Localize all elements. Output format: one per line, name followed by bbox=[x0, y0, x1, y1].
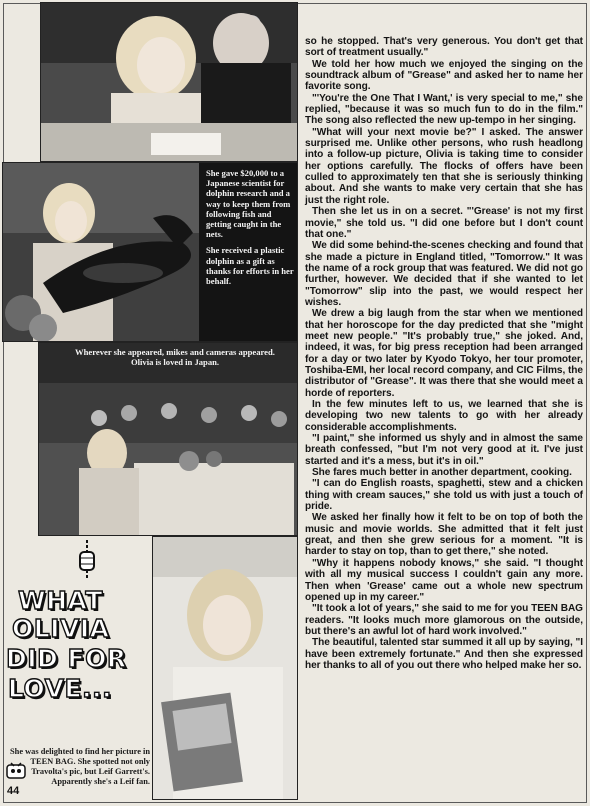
paragraph: We drew a big laugh from the star when we mentioned that her horoscope for the day predicted that she "might meet new people." "It's probably true," she joked. And, indeed, it was, for big press reception had been arranged for a day or two later by Kyodo Tokyo, her tour promoter, Toshiba-EMI, her local record company, and CIC Films, the distributor of "Grease". It was there that she would meet a horde of reporters. bbox=[305, 308, 583, 399]
dolphin-caption-1: She gave $20,000 to a Japanese scientist for dolphin research and a way to keep them from following fish and getting caught in the nets. bbox=[206, 168, 291, 240]
teen-bag-mascot-icon bbox=[6, 762, 26, 780]
paragraph: so he stopped. That's very generous. You don't get that sort of treatment usually." bbox=[305, 36, 583, 59]
paragraph: In the few minutes left to us, we learned that she is developing two new talents to go with her already considerable accomplishments. bbox=[305, 399, 583, 433]
paragraph: "I paint," she informed us shyly and in almost the same breath confessed, "but I'm not very good at it. I've just started and it's a mess, but it's in oil." bbox=[305, 433, 583, 467]
photo-teen-bag bbox=[152, 536, 298, 800]
headline-line-4: LOVE... bbox=[8, 674, 113, 703]
headline-line-3: DID FOR bbox=[6, 644, 127, 673]
paragraph: "Why it happens nobody knows," she said. "I thought with all my musical success I couldn't gain any more. Then when 'Grease' came out a whole new spectrum opened up in my career." bbox=[305, 557, 583, 603]
article-text bbox=[305, 36, 583, 671]
paragraph: The beautiful, talented star summed it all up by saying, "I have been extremely fortunate." And then she expressed her thanks to all of you out there who helped make her so. bbox=[305, 637, 583, 671]
paragraph: We asked her finally how it felt to be on top of both the music and movie worlds. She admitted that it felt just great, and then she grew serious for a moment. "It is harder to stay on top, than to get there," she noted. bbox=[305, 512, 583, 558]
paragraph: Then she let us in on a secret. "'Grease' is not my first movie," she told us. "I did one before but I don't count that one." bbox=[305, 206, 583, 240]
paragraph: "It took a lot of years," she said to me for you TEEN BAG readers. "It looks much more glamorous on the outside, but there's an awful lot of hard work involved." bbox=[305, 603, 583, 637]
headline-line-1: WHAT bbox=[18, 586, 103, 615]
page-number: 44 bbox=[7, 785, 20, 797]
teen-bag-caption: She was delighted to find her picture in TEEN BAG. She spotted not only Travolta's pic, but Leif Garrett's. Apparently she's a Leif fan. bbox=[10, 747, 150, 786]
paragraph: She fares much better in another department, cooking. bbox=[312, 467, 572, 479]
photo-signing bbox=[40, 2, 298, 162]
paper-lantern-icon bbox=[78, 540, 96, 588]
dolphin-caption bbox=[206, 168, 294, 292]
photo-press-conference bbox=[38, 342, 298, 536]
headline bbox=[4, 584, 150, 734]
headline-line-2: OLIVIA bbox=[12, 614, 110, 643]
paragraph: "'You're the One That I Want,' is very special to me," she replied, "because it was so much fun to do in the film." The song also reflected the new up-tempo in her singing. bbox=[305, 92, 583, 127]
dolphin-caption-2: She received a plastic dolphin as a gift as thanks for efforts in her behalf. bbox=[206, 245, 294, 287]
paragraph: We did some behind-the-scenes checking and found that she made a picture in England titled, "Tomorrow." It was the name of a rock group that was featured. We did not go further, however. We decided that if she wanted to let "Tomorrow" slip into the past, we would respect her wishes. bbox=[305, 240, 583, 308]
press-caption: Wherever she appeared, mikes and cameras appeared. Olivia is loved in Japan. bbox=[75, 347, 275, 368]
paragraph: We told her how much we enjoyed the singing on the soundtrack album of "Grease" and asked her to name her favorite song. bbox=[305, 58, 583, 93]
paragraph: "What will your next movie be?" I asked. The answer surprised me. Unlike other persons, who rush headlong into a follow-up picture, Olivia is taking time to consider her options carefully. The flocks of offers have been culled to approximately ten that she is seriously thinking about. And she wants to make very certain that she has just the right role. bbox=[305, 126, 583, 206]
paragraph: "I can do English roasts, spaghetti, stew and a chicken thing with cream sauces," she told us with just a touch of pride. bbox=[305, 478, 583, 513]
